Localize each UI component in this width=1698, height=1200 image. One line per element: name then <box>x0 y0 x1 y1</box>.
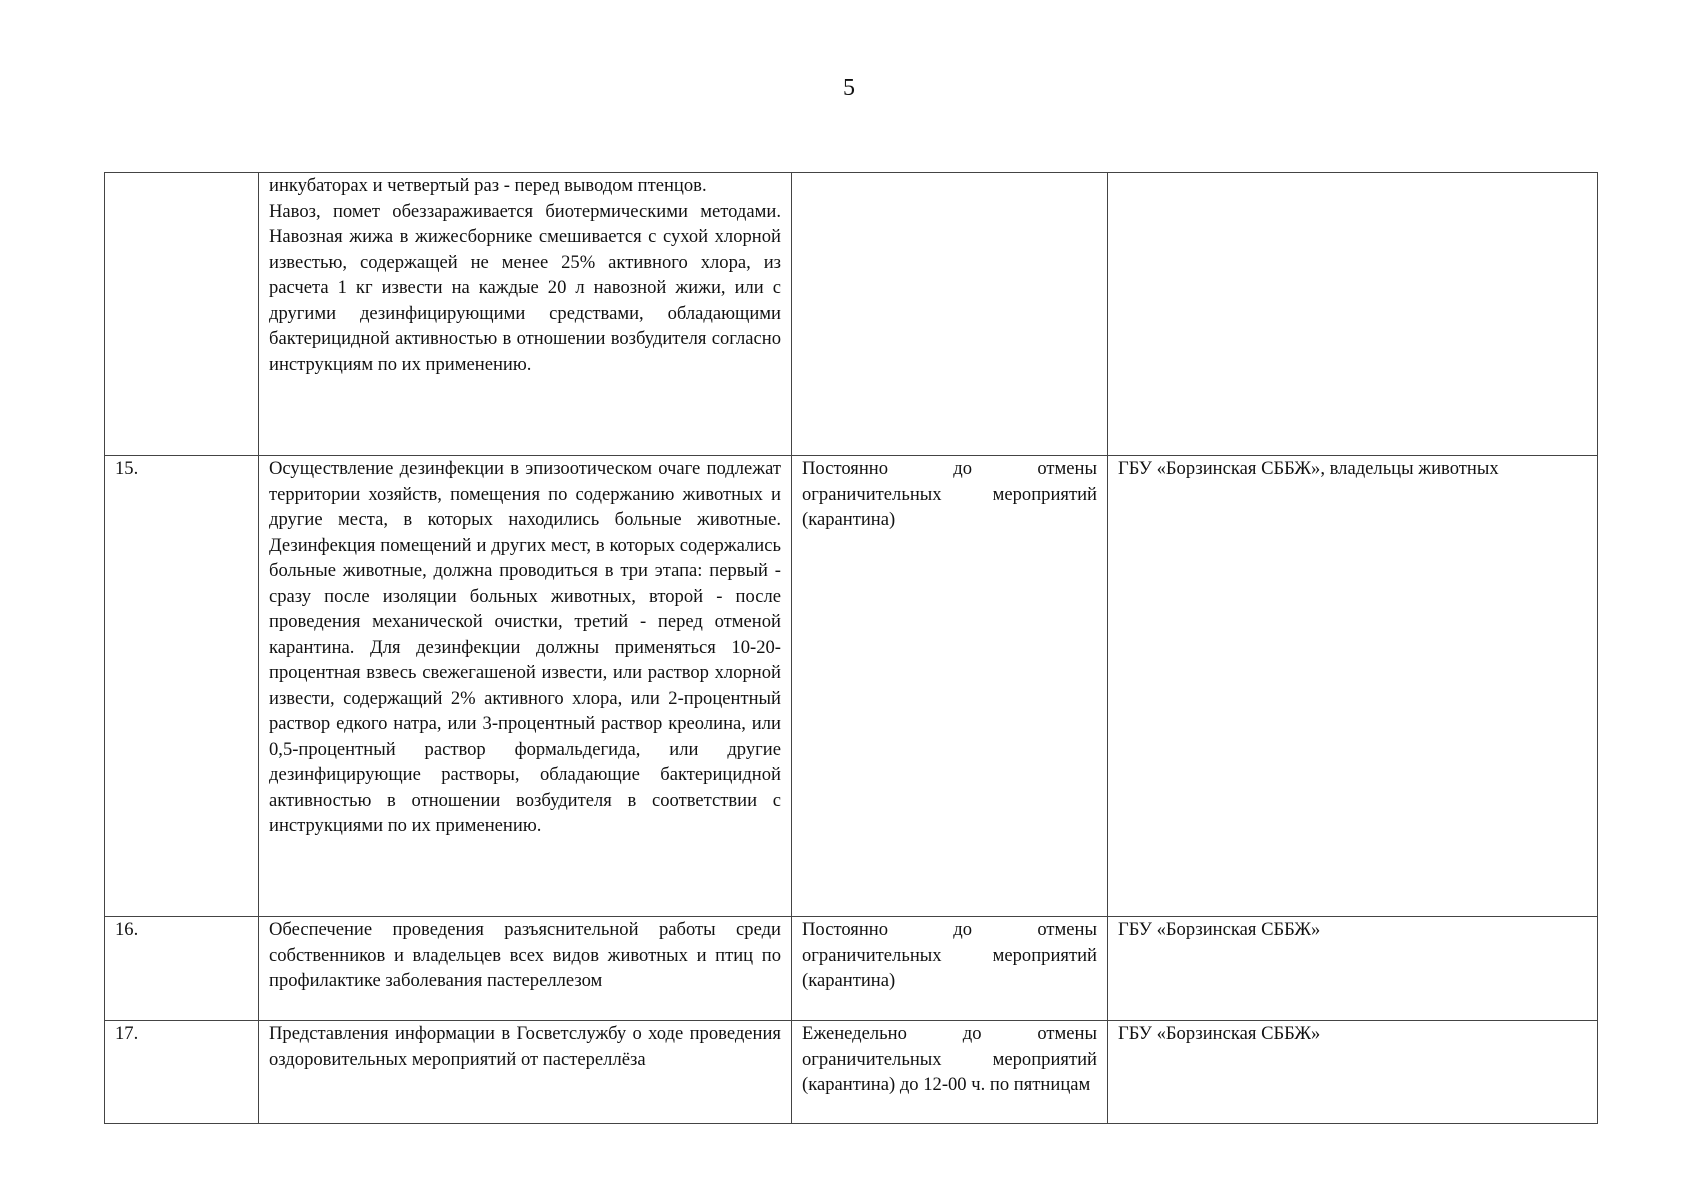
measure-term: Постоянно до отмены ограничительных мероприятий (карантина) <box>792 456 1108 917</box>
row-number: 15. <box>105 456 259 917</box>
measure-term: Постоянно до отмены ограничительных мероприятий (карантина) <box>792 917 1108 1021</box>
page-number: 5 <box>843 75 855 101</box>
measure-description: Осуществление дезинфекции в эпизоотическом очаге подлежат территории хозяйств, помещения по содержанию животных и другие места, в которых находились больные животные. Дезинфекция помещений и других мест, в которых содержались больные животные, должна проводиться в три этапа: первый - сразу после изоляции больных животных, второй - после проведения механической очистки, третий - перед отменой карантина. Для дезинфекции должны применяться 10-20-процентная взвесь свежегашеной извести, или раствор хлорной извести, содержащий 2% активного хлора, или 2-процентный раствор едкого натра, или 3-процентный раствор креолина, или 0,5-процентный раствор формальдегида, или другие дезинфицирующие растворы, обладающие бактерицидной активностью в отношении возбудителя в соответствии с инструкциями по их применению. <box>259 456 792 917</box>
measure-term <box>792 173 1108 456</box>
measure-description: Обеспечение проведения разъяснительной работы среди собственников и владельцев всех видов животных и птиц по профилактике заболевания пастереллезом <box>259 917 792 1021</box>
measure-description: Представления информации в Госветслужбу о ходе проведения оздоровительных мероприятий от пастереллёза <box>259 1021 792 1124</box>
row-number <box>105 173 259 456</box>
measure-description: инкубаторах и четвертый раз - перед выводом птенцов. Навоз, помет обеззараживается биотермическими методами. Навозная жижа в жижесборнике смешивается с сухой хлорной известью, содержащей не менее 25% активного хлора, из расчета 1 кг извести на каждые 20 л навозной жижи, или с другими дезинфицирующими средствами, обладающими бактерицидной активностью в отношении возбудителя согласно инструкциям по их применению. <box>259 173 792 456</box>
measures-table <box>104 172 1598 1124</box>
measure-responsible <box>1108 173 1598 456</box>
measure-responsible: ГБУ «Борзинская СББЖ» <box>1108 1021 1598 1124</box>
table-row-15 <box>105 456 1598 917</box>
table-row-17 <box>105 1021 1598 1124</box>
row-number: 16. <box>105 917 259 1021</box>
table-row-continued <box>105 173 1598 456</box>
measure-responsible: ГБУ «Борзинская СББЖ» <box>1108 917 1598 1021</box>
table-row-16 <box>105 917 1598 1021</box>
row-number: 17. <box>105 1021 259 1124</box>
measure-term: Еженедельно до отмены ограничительных мероприятий (карантина) до 12-00 ч. по пятницам <box>792 1021 1108 1124</box>
measure-responsible: ГБУ «Борзинская СББЖ», владельцы животных <box>1108 456 1598 917</box>
